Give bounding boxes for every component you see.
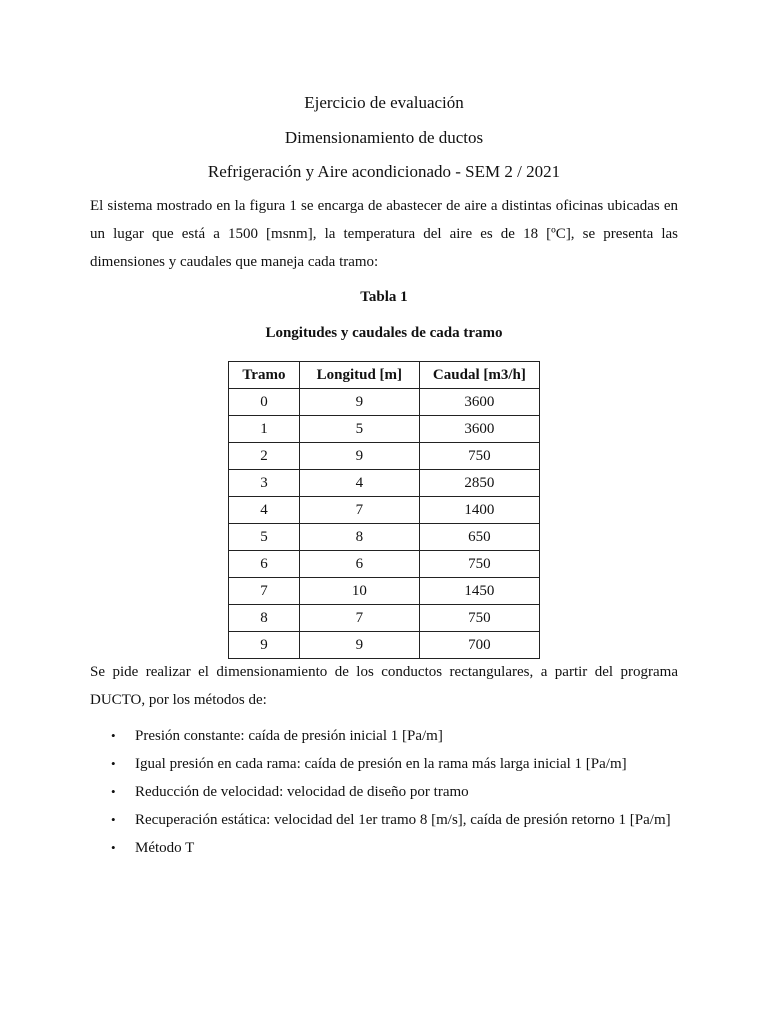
table-row bbox=[229, 389, 540, 416]
cell-tramo: 9 bbox=[229, 632, 300, 659]
method-text: Recuperación estática: velocidad del 1er tramo 8 [m/s], caída de presión retorno 1 [Pa/m] bbox=[135, 812, 671, 828]
document-subtitle: Dimensionamiento de ductos bbox=[284, 128, 484, 147]
cell-tramo: 8 bbox=[229, 605, 300, 632]
list-item bbox=[90, 806, 690, 834]
document-title: Ejercicio de evaluación bbox=[304, 93, 464, 112]
table-row bbox=[229, 605, 540, 632]
table-row bbox=[229, 497, 540, 524]
cell-tramo: 3 bbox=[229, 470, 300, 497]
cell-longitud: 10 bbox=[299, 578, 419, 605]
cell-longitud: 7 bbox=[299, 497, 419, 524]
list-item bbox=[90, 750, 690, 778]
tramos-table bbox=[228, 361, 540, 659]
cell-tramo: 2 bbox=[229, 443, 300, 470]
cell-caudal: 3600 bbox=[419, 416, 539, 443]
method-text: Método T bbox=[135, 840, 195, 856]
methods-list bbox=[90, 722, 690, 862]
cell-longitud: 4 bbox=[299, 470, 419, 497]
bullet-icon: • bbox=[111, 840, 116, 855]
list-item bbox=[90, 834, 690, 862]
cell-caudal: 1400 bbox=[419, 497, 539, 524]
table-header-row bbox=[229, 362, 540, 389]
bullet-icon: • bbox=[111, 784, 116, 799]
list-item bbox=[90, 778, 690, 806]
cell-tramo: 5 bbox=[229, 524, 300, 551]
table-row bbox=[229, 416, 540, 443]
cell-caudal: 750 bbox=[419, 443, 539, 470]
cell-longitud: 7 bbox=[299, 605, 419, 632]
method-text: Presión constante: caída de presión inicial 1 [Pa/m] bbox=[135, 728, 443, 744]
cell-longitud: 8 bbox=[299, 524, 419, 551]
table-row bbox=[229, 524, 540, 551]
cell-longitud: 9 bbox=[299, 443, 419, 470]
cell-caudal: 2850 bbox=[419, 470, 539, 497]
cell-tramo: 4 bbox=[229, 497, 300, 524]
cell-tramo: 7 bbox=[229, 578, 300, 605]
table-row bbox=[229, 578, 540, 605]
cell-tramo: 6 bbox=[229, 551, 300, 578]
table-row bbox=[229, 470, 540, 497]
bullet-icon: • bbox=[111, 756, 116, 771]
cell-caudal: 750 bbox=[419, 605, 539, 632]
course-heading: Refrigeración y Aire acondicionado - SEM 2 / 2021 bbox=[207, 162, 561, 181]
cell-longitud: 9 bbox=[299, 632, 419, 659]
bullet-icon: • bbox=[111, 728, 116, 743]
intro-paragraph: El sistema mostrado en la figura 1 se encarga de abastecer de aire a distintas oficinas ubicadas en un lugar que está a 1500 [msnm], la temperatura del aire es de 18 [ºC], se presenta las dimensiones y caudales que maneja cada tramo: bbox=[90, 198, 678, 270]
cell-caudal: 1450 bbox=[419, 578, 539, 605]
cell-longitud: 5 bbox=[299, 416, 419, 443]
request-paragraph: Se pide realizar el dimensionamiento de los conductos rectangulares, a partir del programa DUCTO, por los métodos de: bbox=[90, 664, 678, 708]
table-row bbox=[229, 632, 540, 659]
cell-caudal: 750 bbox=[419, 551, 539, 578]
cell-caudal: 700 bbox=[419, 632, 539, 659]
table-row bbox=[229, 443, 540, 470]
cell-caudal: 650 bbox=[419, 524, 539, 551]
method-text: Reducción de velocidad: velocidad de diseño por tramo bbox=[135, 784, 469, 800]
table-row bbox=[229, 551, 540, 578]
cell-longitud: 6 bbox=[299, 551, 419, 578]
method-text: Igual presión en cada rama: caída de presión en la rama más larga inicial 1 [Pa/m] bbox=[135, 756, 627, 772]
column-header-tramo: Tramo bbox=[229, 362, 300, 389]
cell-caudal: 3600 bbox=[419, 389, 539, 416]
table-caption: Longitudes y caudales de cada tramo bbox=[265, 325, 503, 341]
table-label: Tabla 1 bbox=[360, 289, 408, 305]
cell-tramo: 1 bbox=[229, 416, 300, 443]
list-item bbox=[90, 722, 690, 750]
column-header-longitud: Longitud [m] bbox=[299, 362, 419, 389]
column-header-caudal: Caudal [m3/h] bbox=[419, 362, 539, 389]
cell-longitud: 9 bbox=[299, 389, 419, 416]
cell-tramo: 0 bbox=[229, 389, 300, 416]
bullet-icon: • bbox=[111, 812, 116, 827]
